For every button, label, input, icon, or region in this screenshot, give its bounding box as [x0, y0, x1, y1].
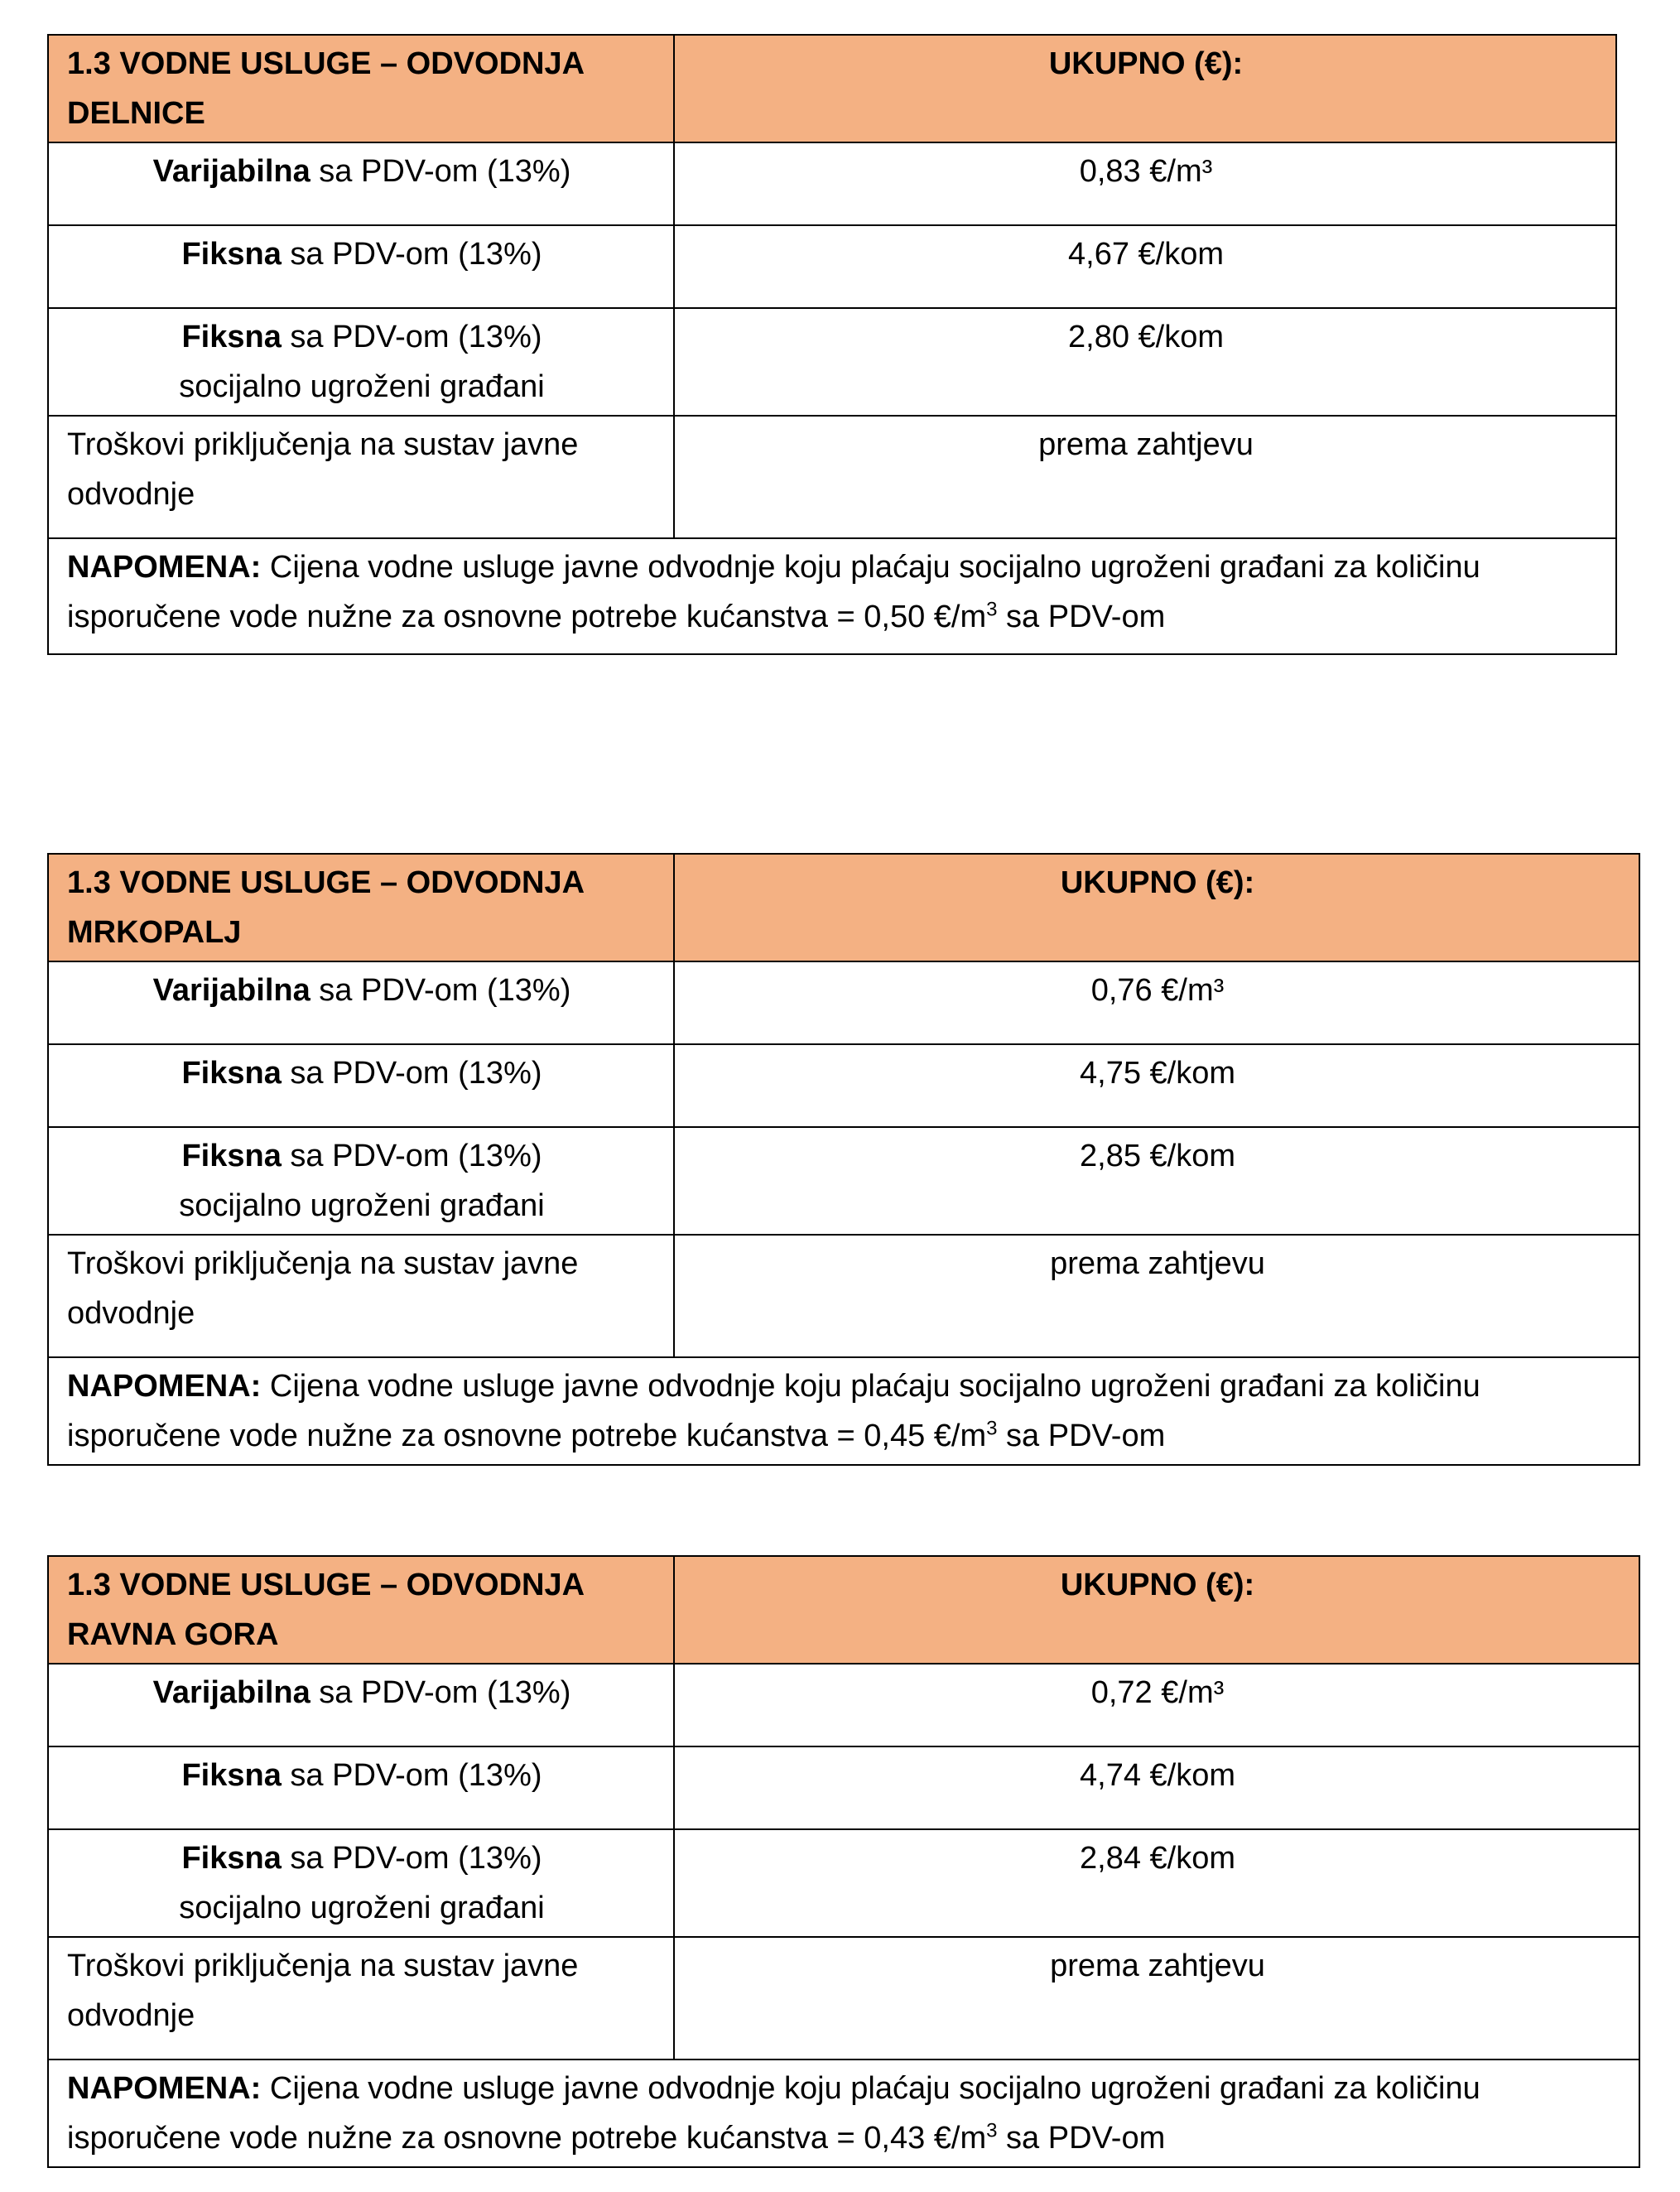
note-superscript: 3	[986, 2119, 998, 2142]
table-row	[48, 1829, 1639, 1937]
variable-label	[48, 961, 674, 1044]
note-label: NAPOMENA:	[67, 2071, 262, 2106]
note-text: Cijena vodne usluge javne odvodnje koju plaćaju socijalno ugroženi građani za količinu isporučene vode nužne za osnovne potrebe kućanstva = 0,45 €/m	[67, 1369, 1480, 1453]
note	[48, 1357, 1639, 1465]
header-total: UKUPNO (€):	[674, 1556, 1639, 1664]
table-row	[48, 1664, 1639, 1746]
social-label-rest: sa PDV-om (13%)	[281, 320, 542, 354]
social-label-line2: socijalno ugroženi građani	[179, 1891, 545, 1925]
fixed-label	[48, 225, 674, 308]
connection-label: Troškovi priključenja na sustav javne odvodnje	[48, 1937, 674, 2060]
note	[48, 2060, 1639, 2167]
note-tail: sa PDV-om	[997, 1419, 1166, 1453]
note-tail: sa PDV-om	[997, 600, 1166, 634]
table-row	[48, 142, 1616, 225]
connection-value: prema zahtjevu	[674, 1235, 1639, 1357]
social-label-bold: Fiksna	[181, 1139, 282, 1173]
fixed-label-bold: Fiksna	[181, 1758, 282, 1793]
variable-value: 0,83 €/m³	[674, 142, 1616, 225]
social-label	[48, 1127, 674, 1235]
variable-label-rest: sa PDV-om (13%)	[310, 973, 571, 1008]
social-label-bold: Fiksna	[181, 320, 282, 354]
note-row	[48, 538, 1616, 654]
header-title-line2: DELNICE	[67, 96, 205, 131]
variable-label-bold: Varijabilna	[152, 154, 310, 189]
table-header-row	[48, 1556, 1639, 1664]
table-row	[48, 1044, 1639, 1127]
header-total: UKUPNO (€):	[674, 35, 1616, 142]
fixed-label	[48, 1044, 674, 1127]
note-label: NAPOMENA:	[67, 550, 262, 585]
header-title-line2: RAVNA GORA	[67, 1617, 279, 1652]
fixed-value: 4,67 €/kom	[674, 225, 1616, 308]
social-label-line2: socijalno ugroženi građani	[179, 369, 545, 404]
header-title	[48, 35, 674, 142]
social-label-rest: sa PDV-om (13%)	[281, 1139, 542, 1173]
fixed-value: 4,75 €/kom	[674, 1044, 1639, 1127]
note	[48, 538, 1616, 654]
social-label-line2: socijalno ugroženi građani	[179, 1188, 545, 1223]
header-title-line1: 1.3 VODNE USLUGE – ODVODNJA	[67, 1568, 585, 1602]
variable-label-bold: Varijabilna	[152, 1675, 310, 1710]
fixed-label	[48, 1746, 674, 1829]
social-value: 2,84 €/kom	[674, 1829, 1639, 1937]
price-table-mrkopalj	[47, 853, 1640, 1466]
note-row	[48, 2060, 1639, 2167]
header-title-line2: MRKOPALJ	[67, 915, 242, 950]
table-row	[48, 1127, 1639, 1235]
fixed-value: 4,74 €/kom	[674, 1746, 1639, 1829]
variable-value: 0,76 €/m³	[674, 961, 1639, 1044]
note-label: NAPOMENA:	[67, 1369, 262, 1404]
header-title	[48, 1556, 674, 1664]
variable-label	[48, 1664, 674, 1746]
connection-value: prema zahtjevu	[674, 1937, 1639, 2060]
social-value: 2,85 €/kom	[674, 1127, 1639, 1235]
variable-label	[48, 142, 674, 225]
table-row	[48, 308, 1616, 416]
table-row	[48, 1937, 1639, 2060]
fixed-label-bold: Fiksna	[181, 237, 282, 272]
social-label	[48, 308, 674, 416]
header-title	[48, 854, 674, 961]
social-value: 2,80 €/kom	[674, 308, 1616, 416]
table-row	[48, 1235, 1639, 1357]
social-label-rest: sa PDV-om (13%)	[281, 1841, 542, 1876]
note-text: Cijena vodne usluge javne odvodnje koju plaćaju socijalno ugroženi građani za količinu isporučene vode nužne za osnovne potrebe kućanstva = 0,50 €/m	[67, 550, 1480, 634]
variable-label-rest: sa PDV-om (13%)	[310, 154, 571, 189]
header-total: UKUPNO (€):	[674, 854, 1639, 961]
header-title-line1: 1.3 VODNE USLUGE – ODVODNJA	[67, 46, 585, 81]
connection-label: Troškovi priključenja na sustav javne odvodnje	[48, 416, 674, 538]
variable-label-bold: Varijabilna	[152, 973, 310, 1008]
fixed-label-bold: Fiksna	[181, 1056, 282, 1091]
social-label-bold: Fiksna	[181, 1841, 282, 1876]
table-row	[48, 416, 1616, 538]
variable-value: 0,72 €/m³	[674, 1664, 1639, 1746]
table-row	[48, 225, 1616, 308]
note-tail: sa PDV-om	[997, 2121, 1166, 2156]
table-row	[48, 1746, 1639, 1829]
fixed-label-rest: sa PDV-om (13%)	[281, 1758, 542, 1793]
note-superscript: 3	[986, 1417, 998, 1440]
fixed-label-rest: sa PDV-om (13%)	[281, 1056, 542, 1091]
header-title-line1: 1.3 VODNE USLUGE – ODVODNJA	[67, 865, 585, 900]
table-row	[48, 961, 1639, 1044]
social-label	[48, 1829, 674, 1937]
note-superscript: 3	[986, 598, 998, 621]
note-row	[48, 1357, 1639, 1465]
connection-value: prema zahtjevu	[674, 416, 1616, 538]
note-text: Cijena vodne usluge javne odvodnje koju plaćaju socijalno ugroženi građani za količinu isporučene vode nužne za osnovne potrebe kućanstva = 0,43 €/m	[67, 2071, 1480, 2156]
table-header-row	[48, 35, 1616, 142]
variable-label-rest: sa PDV-om (13%)	[310, 1675, 571, 1710]
price-table-delnice	[47, 34, 1617, 655]
price-table-ravna-gora	[47, 1555, 1640, 2168]
fixed-label-rest: sa PDV-om (13%)	[281, 237, 542, 272]
table-header-row	[48, 854, 1639, 961]
connection-label: Troškovi priključenja na sustav javne odvodnje	[48, 1235, 674, 1357]
